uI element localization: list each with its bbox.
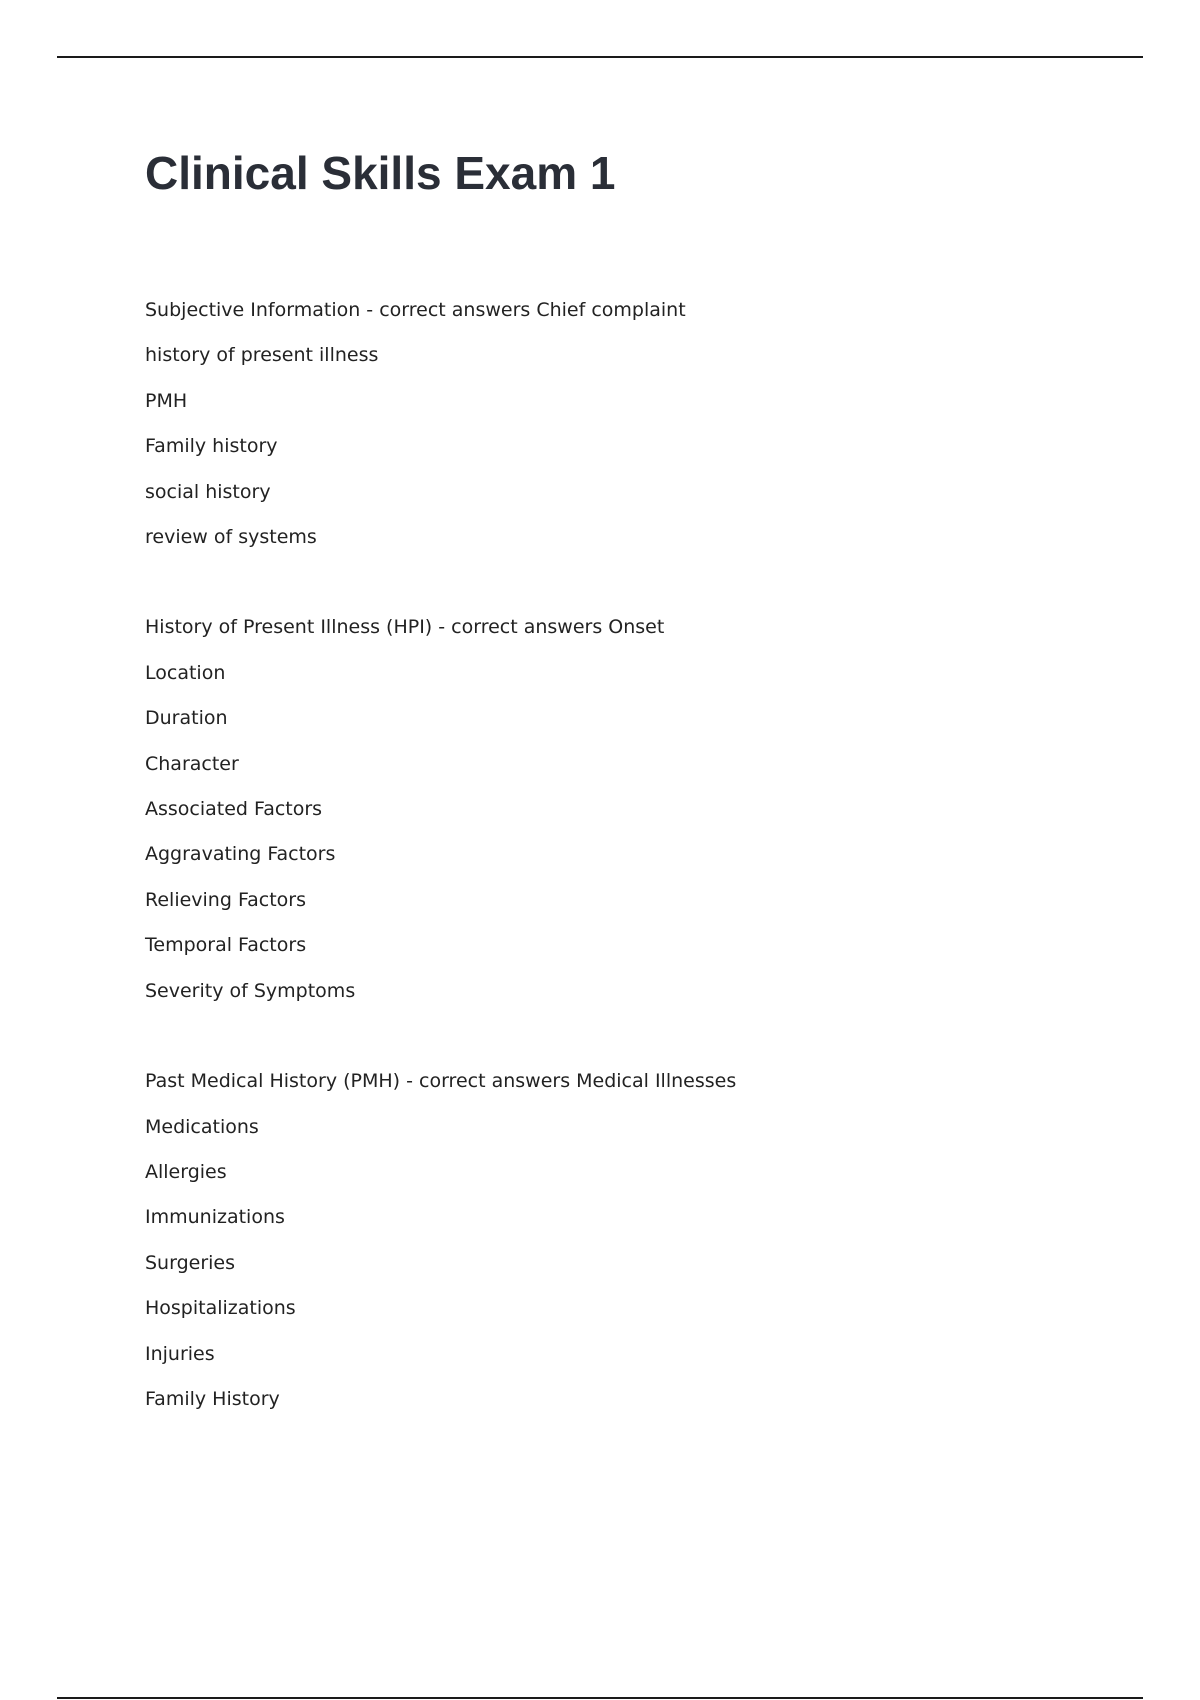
qa-line: Immunizations	[145, 1206, 285, 1229]
qa-line: Character	[145, 752, 239, 775]
qa-line: Relieving Factors	[145, 888, 307, 911]
qa-line: Location	[145, 661, 226, 684]
bottom-rule	[57, 1697, 1143, 1699]
qa-line: Allergies	[145, 1160, 227, 1183]
qa-line: Subjective Information - correct answers Chief complaint	[145, 299, 686, 321]
qa-item-hpi	[145, 605, 736, 1014]
qa-line: history of present illness	[145, 344, 379, 367]
qa-line: Family History	[145, 1387, 280, 1410]
qa-line: Family history	[145, 435, 278, 458]
qa-line: Injuries	[145, 1342, 215, 1365]
qa-line: Past Medical History (PMH) - correct answers Medical Illnesses	[145, 1070, 737, 1093]
top-rule	[57, 56, 1143, 58]
qa-line: PMH	[145, 389, 188, 412]
qa-line: Severity of Symptoms	[145, 979, 356, 1002]
qa-line: Aggravating Factors	[145, 843, 336, 866]
qa-line: History of Present Illness (HPI) - correct answers Onset	[145, 616, 665, 639]
qa-line: Duration	[145, 707, 228, 730]
qa-line: Associated Factors	[145, 798, 323, 821]
qa-line: Temporal Factors	[145, 934, 307, 957]
qa-line: social history	[145, 480, 271, 503]
document-title: Clinical Skills Exam 1	[145, 147, 616, 199]
qa-line: Medications	[145, 1115, 259, 1138]
qa-line: review of systems	[145, 526, 317, 549]
qa-list	[145, 288, 736, 1467]
qa-line: Hospitalizations	[145, 1297, 296, 1320]
qa-item-subjective-information	[145, 288, 736, 560]
qa-item-pmh	[145, 1059, 736, 1422]
qa-line: Surgeries	[145, 1251, 236, 1274]
